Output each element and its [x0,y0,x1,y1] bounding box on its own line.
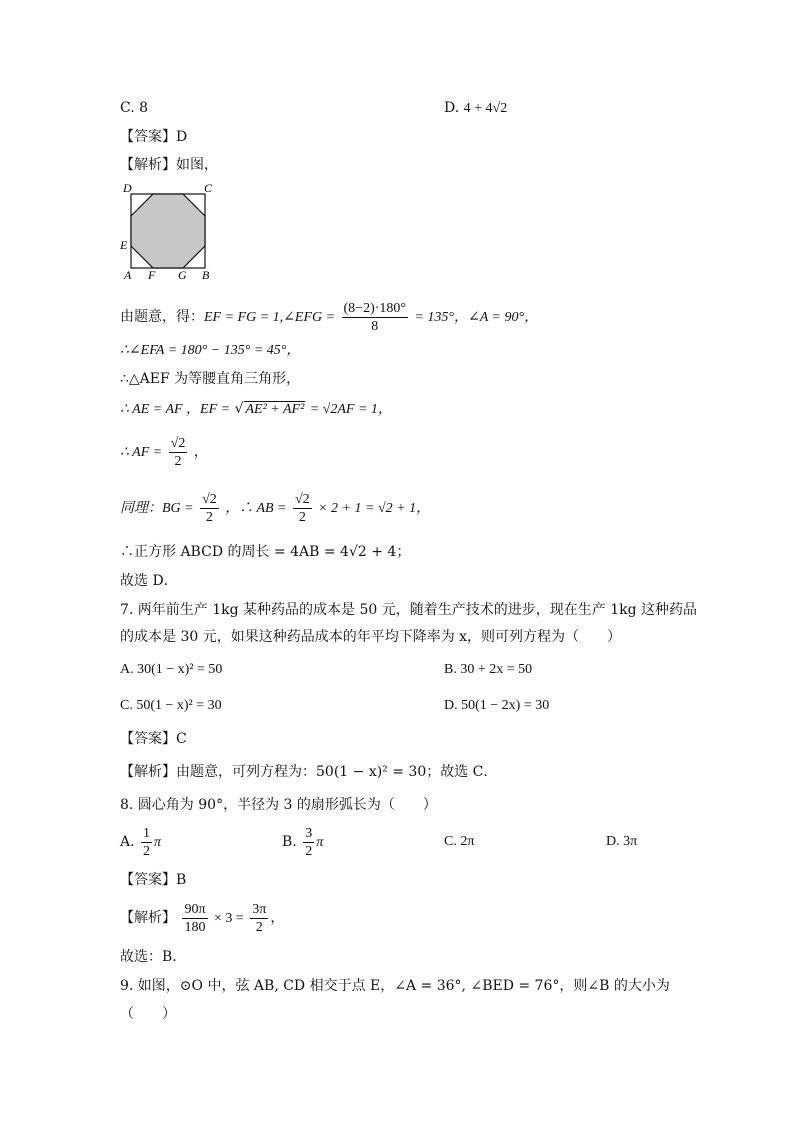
q8-opt-a-tail: π [154,835,162,850]
step1-fraction [342,300,408,335]
q8-analysis [120,898,284,939]
label-a: A [124,268,132,282]
q7-option-c: C. 50(1 − x)² = 30 [120,698,222,713]
step6-c: × 2 + 1 = √2 + 1， [318,501,431,516]
q8-opt-b-label: B. [282,834,297,850]
q8-opt-a-den: 2 [143,843,151,859]
step5-a: ∴ AF = [120,445,163,460]
q8-analysis-num: 90π [184,901,206,917]
q8-opt-a-fraction [141,825,152,860]
octagon [131,194,205,268]
q7-option-d: D. 50(1 − 2x) = 30 [444,698,550,713]
q8-analysis-num2: 3π [252,901,267,917]
q6-step4 [120,399,392,420]
q8-analysis-label: 【解析】 [120,910,176,926]
step5-den: 2 [174,453,182,469]
label-g: G [178,268,187,282]
step5-num: √2 [170,435,186,451]
q8-analysis-mid: × 3 = [213,911,244,926]
prev-option-d-expr: 4 + 4√2 [463,101,508,116]
q8-option-b [282,822,323,863]
q9-stem-line1: 9. 如图，⊙O 中，弦 AB, CD 相交于点 E，∠A = 36°, ∠BED = 76°，则∠B 的大小为 [120,978,670,994]
label-c: C [204,181,213,195]
label-e: E [120,238,128,252]
q6-step6 [120,488,430,529]
q8-analysis-fraction-2 [250,901,268,936]
q6-analysis-intro: 【解析】如图， [120,157,218,173]
label-f: F [148,268,156,282]
step5-fraction [169,435,188,470]
q8-opt-a-num: 1 [143,825,151,841]
step1-prefix: 由题意，得： [120,309,204,325]
q7-option-b: B. 30 + 2x = 50 [444,662,533,677]
q6-step2: ∴∠EFA = 180° − 135° = 45°， [120,343,301,358]
q6-step3: ∴△AEF 为等腰直角三角形， [120,371,301,387]
step1-a: EF = FG = 1,∠EFG = [204,310,336,325]
q8-option-d: D. 3π [606,834,638,849]
q8-analysis-den2: 2 [255,919,263,935]
q6-step5 [120,432,208,473]
step1-b: = 135°，∠A = 90°， [414,310,539,325]
q8-analysis-fraction-1 [182,901,207,936]
q8-conclusion: 故选：B． [120,949,187,965]
step5-b: ， [193,444,208,460]
q7-answer: 【答案】C [120,731,187,747]
step4-b: = √2AF = 1， [309,402,392,417]
label-b: B [202,268,210,282]
q9-stem-line2: （ ） [120,1006,176,1022]
q6-answer: 【答案】D [120,129,188,145]
q8-option-a [120,822,161,863]
q7-stem-line2: 的成本是 30 元，如果这种药品成本的年平均下降率为 x，则可列方程为（ ） [120,629,622,645]
prev-option-d [444,98,507,119]
q8-option-c: C. 2π [444,834,475,849]
q6-step7: ∴正方形 ABCD 的周长 = 4AB = 4√2 + 4； [120,544,411,560]
q8-opt-b-fraction [303,825,314,860]
q8-opt-b-num: 3 [305,825,313,841]
q7-option-a: A. 30(1 − x)² = 50 [120,662,223,677]
q6-conclusion: 故选 D． [120,573,178,589]
step6-fraction-1 [200,491,219,526]
q8-opt-b-tail: π [316,835,324,850]
prev-option-d-label: D. [444,100,460,116]
q8-analysis-tail: ， [270,910,285,926]
octagon-square-diagram [118,178,218,282]
q8-analysis-den: 180 [184,919,206,935]
step6-a: 同理：BG = [120,501,194,516]
step6-num: √2 [202,491,217,507]
step6-fraction-2 [293,491,312,526]
prev-option-c: C. 8 [120,100,149,116]
q8-opt-b-den: 2 [305,843,313,859]
q8-answer: 【答案】B [120,872,187,888]
q6-step1 [120,298,538,337]
step1-frac-den: 8 [371,318,379,334]
label-d: D [123,181,132,195]
step6-den2: 2 [298,509,306,525]
q7-stem-line1: 7. 两年前生产 1kg 某种药品的成本是 50 元，随着生产技术的进步，现在生产 1kg 这种药品 [120,602,698,618]
step1-frac-num: (8−2)·180° [343,300,406,316]
step6-b: ，∴ AB = [225,501,287,516]
step6-num2: √2 [294,491,310,507]
step4-sqrt: AE² + AF² [245,402,305,417]
sqrt-sign-icon: √ [234,401,244,417]
step4-a: ∴ AE = AF ，EF = [120,402,231,417]
q7-analysis: 【解析】由题意，可列方程为：50(1 − x)² = 30；故选 C． [120,764,498,780]
q8-stem: 8. 圆心角为 90°，半径为 3 的扇形弧长为（ ） [120,797,437,813]
q8-opt-a-label: A. [120,834,135,850]
step6-den: 2 [205,509,213,525]
